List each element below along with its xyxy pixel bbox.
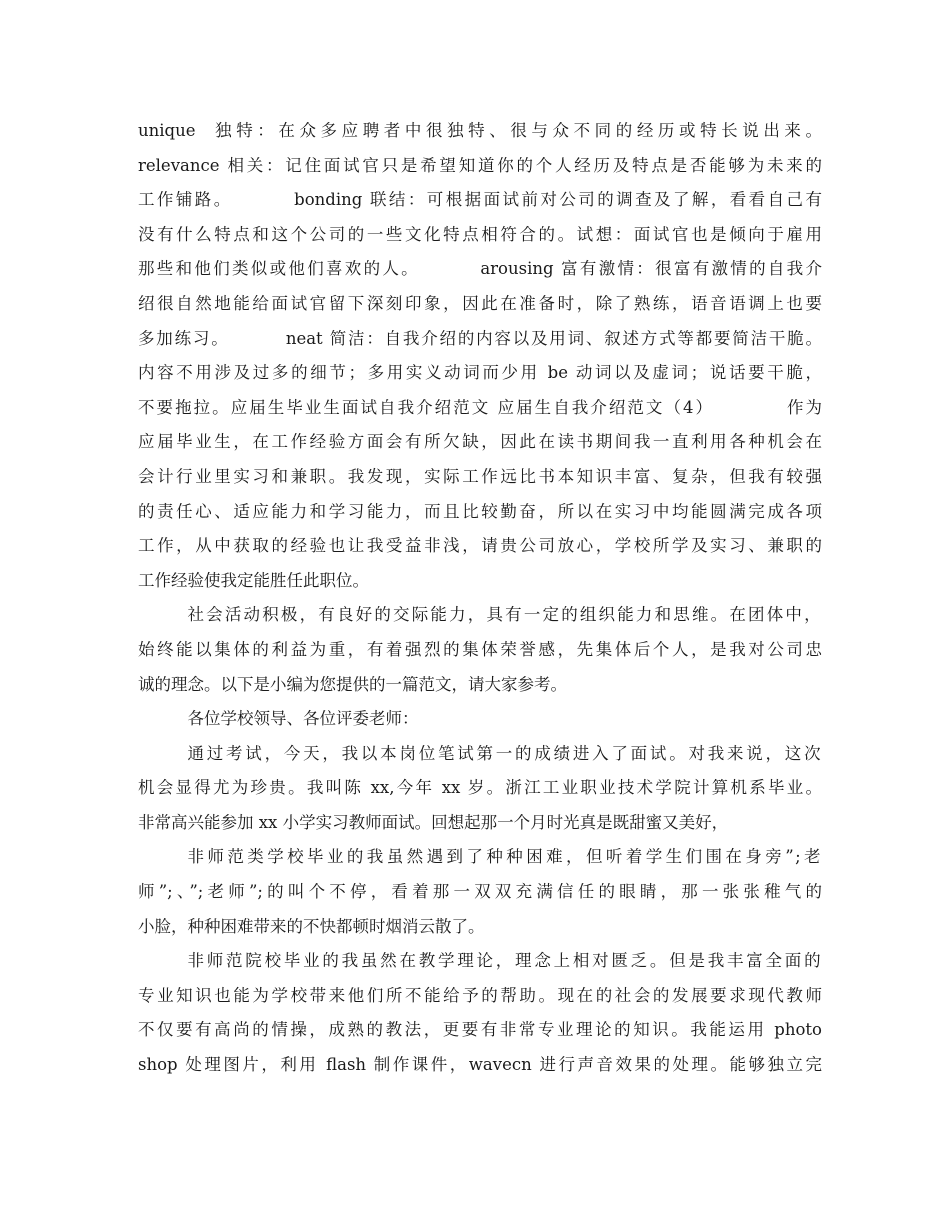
text-line: [138, 287, 822, 322]
text-line: [138, 702, 822, 737]
text-line: [138, 737, 822, 772]
text-line-content: 机会显得尤为珍贵。我叫陈 xx,今年 xx 岁。浙江工业职业技术学院计算机系毕业。: [138, 778, 822, 798]
text-line: [138, 252, 822, 287]
text-line: [138, 425, 822, 460]
text-line-content: unique 独特：在众多应聘者中很独特、很与众不同的经历或特长说出来。: [138, 121, 822, 140]
text-line: [138, 840, 822, 875]
text-line-content: 工作，从中获取的经验也让我受益非浅，请贵公司放心，学校所学及实习、兼职的: [138, 536, 822, 556]
text-line: [138, 114, 822, 149]
text-line: [138, 564, 822, 599]
text-line: [138, 529, 822, 564]
text-line-content: 的责任心、适应能力和学习能力，而且比较勤奋，所以在实习中均能圆满完成各项: [138, 501, 822, 521]
text-line-content: relevance 相关：记住面试官只是希望知道你的个人经历及特点是否能够为未来的: [138, 155, 822, 175]
text-line: [138, 944, 822, 979]
document-body: [138, 114, 822, 1083]
text-line-content: 社会活动积极，有良好的交际能力，具有一定的组织能力和思维。在团体中，: [187, 605, 822, 625]
text-line: [138, 149, 822, 184]
text-line: [138, 183, 822, 218]
text-line-content: 内容不用涉及过多的细节；多用实义动词而少用 be 动词以及虚词；说话要干脆，: [138, 363, 822, 383]
text-line-content: 各位学校领导、各位评委老师：: [187, 709, 419, 729]
text-line-content: 不要拖拉。应届生毕业生面试自我介绍范文 应届生自我介绍范文（4） 作为: [138, 397, 822, 417]
text-line: [138, 771, 822, 806]
text-line: [138, 460, 822, 495]
text-line-content: 始终能以集体的利益为重，有着强烈的集体荣誉感，先集体后个人，是我对公司忠: [138, 639, 822, 659]
text-line-content: 非常高兴能参加 xx 小学实习教师面试。回想起那一个月时光真是既甜蜜又美好，: [138, 812, 729, 832]
text-line-content: 小脸，种种困难带来的不快都顿时烟消云散了。: [138, 916, 485, 936]
text-line-content: 绍很自然地能给面试官留下深刻印象，因此在准备时，除了熟练，语音语调上也要: [138, 293, 822, 313]
text-line: [138, 322, 822, 357]
text-line: [138, 668, 822, 703]
text-line-content: 不仅要有高尚的情操，成熟的教法，更要有非常专业理论的知识。我能运用 photo: [138, 1020, 822, 1040]
text-line-content: 工作经验使我定能胜任此职位。: [138, 570, 369, 590]
text-line: [138, 598, 822, 633]
text-line-content: 工作铺路。 bonding 联结：可根据面试前对公司的调查及了解，看看自己有: [138, 190, 822, 210]
text-line: [138, 633, 822, 668]
text-line: [138, 1013, 822, 1048]
text-line-content: 应届毕业生，在工作经验方面会有所欠缺，因此在读书期间我一直利用各种机会在: [138, 432, 822, 452]
text-line-content: 没有什么特点和这个公司的一些文化特点相符合的。试想：面试官也是倾向于雇用: [138, 224, 822, 244]
text-line-content: 专业知识也能为学校带来他们所不能给予的帮助。现在的社会的发展要求现代教师: [138, 985, 822, 1005]
text-line: [138, 495, 822, 530]
text-line-content: 诚的理念。以下是小编为您提供的一篇范文，请大家参考。: [138, 674, 567, 694]
text-line-content: 会计行业里实习和兼职。我发现，实际工作远比书本知识丰富、复杂，但我有较强: [138, 466, 822, 486]
text-line: [138, 979, 822, 1014]
text-line: [138, 910, 822, 945]
text-line-content: shop 处理图片，利用 flash 制作课件，wavecn 进行声音效果的处理。能够独立完: [138, 1055, 822, 1075]
text-line: [138, 218, 822, 253]
text-line-content: 非师范院校毕业的我虽然在教学理论，理念上相对匮乏。但是我丰富全面的: [187, 951, 822, 971]
text-line: [138, 1048, 822, 1083]
text-line: [138, 391, 822, 426]
text-line: [138, 806, 822, 841]
text-line-content: 师”;、”;老师”;的叫个不停，看着那一双双充满信任的眼睛，那一张张稚气的: [138, 882, 822, 902]
text-line-content: 通过考试，今天，我以本岗位笔试第一的成绩进入了面试。对我来说，这次: [187, 743, 822, 763]
text-line: [138, 356, 822, 391]
text-line: [138, 875, 822, 910]
text-line-content: 那些和他们类似或他们喜欢的人。 arousing 富有激情：很富有激情的自我介: [138, 259, 822, 279]
text-line-content: 多加练习。 neat 简洁：自我介绍的内容以及用词、叙述方式等都要简洁干脆。: [138, 328, 822, 348]
text-line-content: 非师范类学校毕业的我虽然遇到了种种困难，但听着学生们围在身旁”;老: [187, 847, 822, 867]
